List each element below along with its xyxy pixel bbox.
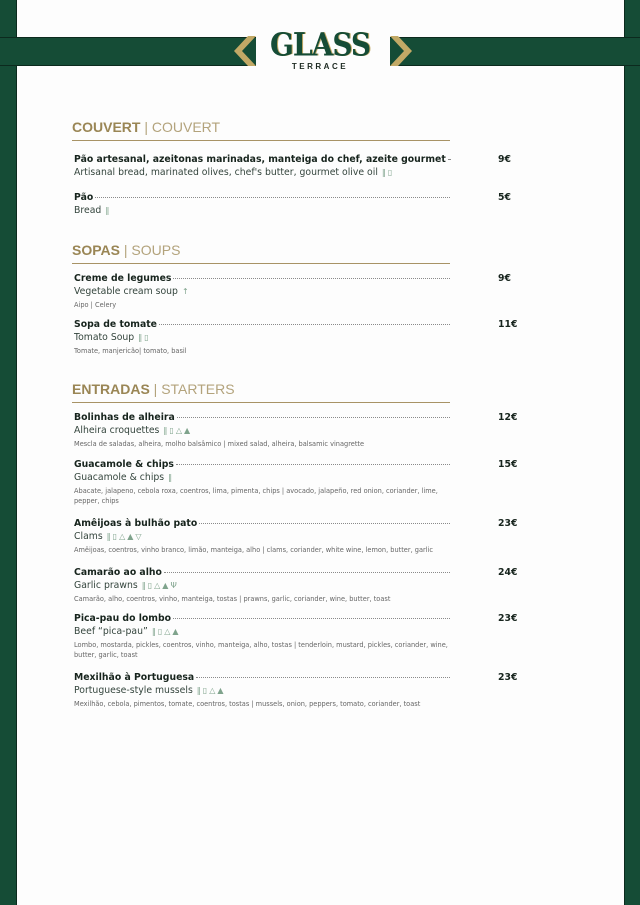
dotted-leader	[176, 464, 450, 465]
dotted-leader	[177, 417, 450, 418]
item-name-pt: Creme de legumes	[74, 273, 172, 284]
gluten-icon: ‖	[105, 206, 112, 215]
section-title-pt: SOPAS	[72, 242, 120, 258]
section-separator: |	[144, 119, 148, 135]
item-name-pt: Pão artesanal, azeitonas marinadas, manteiga do chef, azeite gourmet	[74, 154, 446, 165]
item-name-en: Garlic prawns	[74, 580, 138, 591]
green-frame-right	[624, 0, 640, 905]
logo	[270, 25, 371, 71]
section-separator: |	[123, 242, 128, 258]
section-heading-couvert	[72, 119, 450, 141]
item-description: Mexilhão, cebola, pimentos, tomate, coentros, tostas | mussels, onion, peppers, tomato, coriander, toast	[74, 700, 421, 708]
item-name-en: Portuguese-style mussels	[74, 685, 193, 696]
dotted-leader	[196, 677, 450, 678]
item-name-en: Guacamole & chips	[74, 472, 165, 483]
section-title-en: STARTERS	[161, 381, 235, 397]
section-heading-starters	[72, 381, 450, 403]
milk-icon: ▯	[387, 168, 395, 177]
item-name-pt: Mexilhão à Portuguesa	[74, 672, 195, 683]
dotted-leader	[199, 523, 450, 524]
mollusc-icon: ▽	[135, 532, 144, 541]
egg-icon: △	[154, 581, 163, 590]
menu-item	[74, 518, 518, 555]
mustard-icon: ▲	[162, 581, 171, 590]
chevron-left-icon	[234, 36, 256, 66]
gluten-icon: ‖	[141, 581, 148, 590]
item-price: 5€	[498, 192, 511, 203]
milk-icon: ▯	[144, 333, 151, 342]
menu-item	[74, 192, 514, 216]
menu-item	[74, 273, 514, 310]
egg-icon: △	[209, 686, 218, 695]
item-name-pt: Sopa de tomate	[74, 319, 157, 330]
crustacean-icon: Ψ	[170, 581, 179, 590]
section-title-pt: COUVERT	[72, 119, 141, 135]
gluten-icon: ‖	[196, 686, 203, 695]
gluten-icon: ‖	[163, 426, 170, 435]
item-price: 24€	[498, 567, 518, 578]
item-description: Amêijoas, coentros, vinho branco, limão, manteiga, alho | clams, coriander, white wine, lemon, butter, garlic	[74, 546, 433, 554]
dotted-leader	[164, 572, 450, 573]
item-name-en: Bread	[74, 205, 102, 216]
menu-item	[74, 459, 518, 506]
item-name-en: Artisanal bread, marinated olives, chef's butter, gourmet olive oil	[74, 167, 378, 178]
item-description: Mescla de saladas, alheira, molho balsâmico | mixed salad, alheira, balsamic vinagrette	[74, 440, 365, 448]
logo-tagline: TERRACE	[291, 62, 349, 71]
item-price: 12€	[498, 412, 518, 423]
gluten-icon: ‖	[151, 627, 158, 636]
egg-icon: △	[175, 426, 184, 435]
milk-icon: ▯	[147, 581, 155, 590]
gluten-icon: ‖	[106, 532, 113, 541]
section-title-en: SOUPS	[131, 242, 181, 258]
section-title-en: COUVERT	[151, 119, 221, 135]
milk-icon: ▯	[112, 532, 120, 541]
header-band-left	[0, 37, 256, 66]
gluten-icon: ‖	[168, 473, 175, 482]
section-heading-soups	[72, 242, 450, 264]
menu-item	[74, 154, 514, 178]
header-band-right	[390, 37, 640, 66]
item-price: 23€	[498, 613, 518, 624]
section-title-pt: ENTRADAS	[72, 381, 150, 397]
item-name-en: Tomato Soup	[74, 332, 135, 343]
mustard-icon: ▲	[172, 627, 181, 636]
dotted-leader	[95, 197, 450, 198]
gluten-icon: ‖	[381, 168, 388, 177]
gluten-icon: ‖	[138, 333, 145, 342]
egg-icon: △	[164, 627, 173, 636]
item-name-pt: Pica-pau do lombo	[74, 613, 172, 624]
milk-icon: ▯	[157, 627, 165, 636]
item-description: Abacate, jalapeno, cebola roxa, coentros, lima, pimenta, chips | avocado, jalapeño, red onion, coriander, lime, pepper, chips	[74, 487, 438, 505]
menu-item	[74, 567, 518, 604]
item-price: 9€	[498, 154, 511, 165]
item-name-pt: Bolinhas de alheira	[74, 412, 175, 423]
item-name-en: Vegetable cream soup	[74, 286, 178, 297]
item-price: 11€	[498, 319, 518, 330]
item-price: 9€	[498, 273, 511, 284]
milk-icon: ▯	[169, 426, 176, 435]
item-description: Camarão, alho, coentros, vinho, manteiga, tostas | prawns, garlic, coriander, wine, butter, toast	[74, 595, 391, 603]
section-separator: |	[153, 381, 158, 397]
item-name-pt: Amêijoas à bulhão pato	[74, 518, 198, 529]
dotted-leader	[159, 324, 450, 325]
item-description: Lombo, mostarda, pickles, coentros, vinho, manteiga, alho, tostas | tenderloin, mustard, pickles, coriander, wine, butter, garlic, toast	[74, 641, 448, 659]
logo-name: GLASS	[270, 25, 371, 64]
item-price: 15€	[498, 459, 518, 470]
dotted-leader	[448, 159, 450, 160]
green-frame-left	[0, 0, 17, 905]
dotted-leader	[173, 278, 450, 279]
milk-icon: ▯	[202, 686, 210, 695]
item-name-en: Alheira croquettes	[74, 425, 160, 436]
item-price: 23€	[498, 672, 518, 683]
celery-icon: ↑	[181, 287, 191, 296]
menu-item	[74, 319, 518, 356]
item-name-pt: Pão	[74, 192, 94, 203]
item-name-en: Clams	[74, 531, 103, 542]
chevron-right-icon	[390, 36, 412, 66]
mustard-icon: ▲	[183, 426, 193, 435]
item-description: Aipo | Celery	[74, 301, 117, 309]
item-name-en: Beef “pica-pau”	[74, 626, 148, 637]
menu-item	[74, 672, 518, 709]
dotted-leader	[173, 618, 450, 619]
item-price: 23€	[498, 518, 518, 529]
menu-item	[74, 613, 518, 660]
mustard-icon: ▲	[217, 686, 226, 695]
item-description: Tomate, manjericão| tomato, basil	[74, 347, 187, 355]
menu-item	[74, 412, 518, 449]
item-name-pt: Guacamole & chips	[74, 459, 174, 470]
mustard-icon: ▲	[127, 532, 136, 541]
egg-icon: △	[119, 532, 128, 541]
item-name-pt: Camarão ao alho	[74, 567, 162, 578]
